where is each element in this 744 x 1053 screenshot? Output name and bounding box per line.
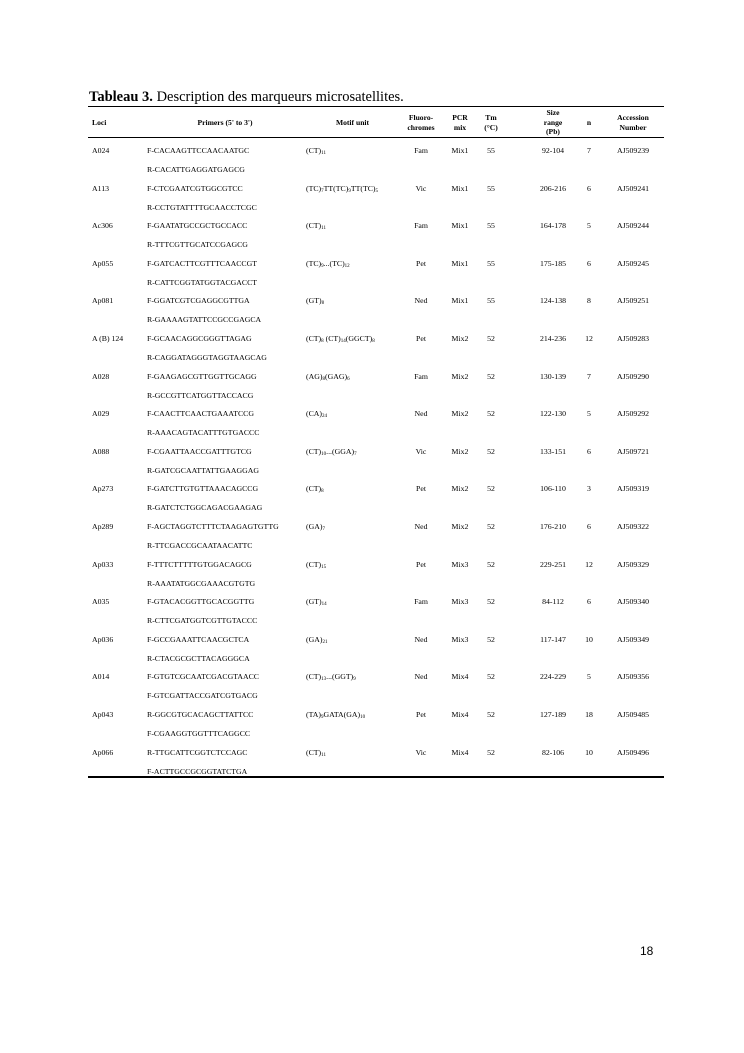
cell-pcr-mix: Mix2 <box>451 334 469 343</box>
cell-pcr-mix: Mix1 <box>451 221 469 231</box>
cell-tm: 55 <box>487 221 495 231</box>
cell-pcr-mix: Mix2 <box>451 484 469 494</box>
cell-accession: AJ509322 <box>616 522 650 531</box>
cell-locus: Ac306 <box>92 221 113 231</box>
cell-fluoro: Fam <box>414 597 428 607</box>
header-size-line1: Size <box>546 108 560 118</box>
cell-fluoro: Pet <box>416 484 426 494</box>
cell-tm: 52 <box>487 747 495 757</box>
cell-motif: $(CT)_{10}...(GGA)_7$ <box>306 446 357 457</box>
cell-fluoro: Ned <box>414 296 428 306</box>
cell-fluoro: Vic <box>415 446 427 456</box>
cell-locus: Ap273 <box>92 484 114 494</box>
cell-primer-2: R-AAACAGTACATTTGTGACCC <box>147 428 260 438</box>
table-row <box>88 555 664 593</box>
cell-tm: 52 <box>487 559 495 569</box>
header-pcr-line2: mix <box>453 122 467 132</box>
cell-tm: 52 <box>487 446 495 456</box>
cell-size-range: 206-216 <box>540 183 566 193</box>
cell-locus: A (B) 124 <box>92 334 124 343</box>
cell-tm: 52 <box>487 371 495 381</box>
cell-accession: AJ509241 <box>616 183 650 193</box>
cell-locus: Ap033 <box>92 559 114 569</box>
cell-pcr-mix: Mix4 <box>451 672 469 682</box>
header-pcr-line1: PCR <box>452 113 468 122</box>
table-row <box>88 479 664 517</box>
cell-primer-2: R-TTCGACCGCAATAACATTC <box>147 541 253 550</box>
cell-motif: $(GT)_{14}$ <box>306 597 327 608</box>
cell-pcr-mix: Mix1 <box>451 146 469 155</box>
cell-n: 8 <box>587 296 591 306</box>
cell-primer-1: R-GGCGTGCACAGCTTATTCC <box>147 710 254 719</box>
cell-accession: AJ509292 <box>616 409 650 419</box>
cell-primer-1: R-TTGCATTCGGTCTCCAGC <box>147 747 248 757</box>
cell-accession: AJ509721 <box>616 446 650 456</box>
cell-size-range: 92-104 <box>541 146 565 155</box>
table-row <box>88 141 664 179</box>
cell-primer-2: F-CGAAGGTGGTTTCAGGCC <box>147 729 251 738</box>
cell-primer-2: R-GATCTCTGGCAGACGAAGAG <box>147 503 263 513</box>
caption-label: Tableau 3. <box>89 89 153 105</box>
cell-accession: AJ509340 <box>616 597 650 607</box>
cell-locus: A035 <box>92 597 110 607</box>
cell-tm: 55 <box>487 183 495 193</box>
cell-primer-2: R-CAGGATAGGGTAGGTAAGCAG <box>147 353 267 362</box>
cell-n: 6 <box>587 183 591 193</box>
cell-locus: A014 <box>92 672 110 682</box>
cell-pcr-mix: Mix2 <box>451 522 469 531</box>
cell-tm: 55 <box>487 146 495 155</box>
cell-size-range: 122-130 <box>540 409 566 419</box>
cell-tm: 52 <box>487 710 495 719</box>
cell-fluoro: Ned <box>414 522 428 531</box>
cell-size-range: 124-138 <box>540 296 566 306</box>
cell-locus: A088 <box>92 446 110 456</box>
table-row <box>88 442 664 480</box>
cell-size-range: 130-139 <box>540 371 566 381</box>
table-row <box>88 329 664 367</box>
cell-primer-1: F-CTCGAATCGTGGCGTCC <box>147 183 243 193</box>
table-row <box>88 667 664 705</box>
cell-accession: AJ509349 <box>616 634 650 644</box>
cell-motif: $(TC)_7TT(TC)_9TT(TC)_5$ <box>306 183 379 194</box>
cell-pcr-mix: Mix3 <box>451 597 469 607</box>
header-loci-text: Loci <box>92 117 107 127</box>
cell-motif: $(CT)_{11}$ <box>306 747 326 758</box>
header-fluoro-line1: Fluoro- <box>408 113 434 122</box>
cell-fluoro: Pet <box>416 559 426 569</box>
header-primers-text: Primers (5' to 3') <box>197 117 253 127</box>
cell-primer-1: F-CACAAGTTCCAACAATGC <box>147 146 250 155</box>
cell-accession: AJ509356 <box>616 672 650 682</box>
cell-fluoro: Pet <box>416 710 426 719</box>
cell-fluoro: Fam <box>414 371 428 381</box>
cell-primer-2: F-GTCGATTACCGATCGTGACG <box>147 691 258 701</box>
cell-size-range: 117-147 <box>540 634 566 644</box>
table-bottom-rule <box>88 776 664 778</box>
cell-primer-1: F-GAATATGCCGCTGCCACC <box>147 221 248 231</box>
cell-pcr-mix: Mix3 <box>451 634 469 644</box>
cell-primer-1: F-GAAGAGCGTTGGTTGCAGG <box>147 371 257 381</box>
cell-tm: 55 <box>487 296 495 306</box>
cell-motif: $(CT)_{13}...(GGT)_9$ <box>306 672 356 683</box>
cell-primer-1: F-CGAATTAACCGATTTGTCG <box>147 446 252 456</box>
cell-accession: AJ509290 <box>616 371 650 381</box>
cell-pcr-mix: Mix4 <box>451 747 469 757</box>
cell-locus: Ap066 <box>92 747 114 757</box>
cell-accession: AJ509496 <box>616 747 650 757</box>
cell-fluoro: Vic <box>415 183 427 193</box>
table-row <box>88 291 664 329</box>
cell-accession: AJ509283 <box>616 334 650 343</box>
cell-primer-2: R-GATCGCAATTATTGAAGGAG <box>147 465 259 475</box>
cell-primer-2: R-CACATTGAGGATGAGCG <box>147 165 245 174</box>
cell-tm: 52 <box>487 634 495 644</box>
page-number: 18 <box>640 944 654 958</box>
cell-n: 5 <box>587 221 591 231</box>
cell-primer-1: F-GCCGAAATTCAACGCTCA <box>147 634 250 644</box>
cell-locus: Ap043 <box>92 710 114 719</box>
cell-primer-1: F-CAACTTCAACTGAAATCCG <box>147 409 254 419</box>
cell-tm: 52 <box>487 522 495 531</box>
table-caption <box>89 89 404 106</box>
cell-primer-1: F-GATCTTGTGTTAAACAGCCG <box>147 484 259 494</box>
cell-size-range: 214-236 <box>540 334 566 343</box>
cell-accession: AJ509244 <box>616 221 650 231</box>
cell-n: 6 <box>587 597 591 607</box>
cell-motif: $(GT)_8$ <box>306 296 325 307</box>
cell-size-range: 106-110 <box>540 484 566 494</box>
cell-locus: Ap081 <box>92 296 114 306</box>
header-accession <box>605 108 661 137</box>
cell-accession: AJ509319 <box>616 484 650 494</box>
table-row <box>88 404 664 442</box>
cell-accession: AJ509485 <box>616 710 650 719</box>
header-tm <box>476 108 506 137</box>
cell-locus: Ap289 <box>92 522 114 531</box>
cell-n: 12 <box>585 559 593 569</box>
cell-tm: 55 <box>487 258 495 268</box>
cell-n: 10 <box>585 747 593 757</box>
cell-size-range: 84-112 <box>542 597 564 607</box>
cell-primer-1: F-GGATCGTCGAGGCGTTGA <box>147 296 250 306</box>
cell-primer-2: R-CTTCGATGGTCGTTGTACCC <box>147 616 258 626</box>
cell-size-range: 229-251 <box>540 559 566 569</box>
header-loci <box>92 108 142 137</box>
cell-tm: 52 <box>487 409 495 419</box>
table-row <box>88 630 664 668</box>
table-header-rule <box>88 137 664 138</box>
cell-n: 10 <box>585 634 593 644</box>
cell-n: 18 <box>585 710 593 719</box>
header-tm-line1: Tm <box>485 113 497 122</box>
cell-motif: $(GA)_{21}$ <box>306 634 328 645</box>
cell-primer-2: R-TTTCGTTGCATCCGAGCG <box>147 240 248 250</box>
table-row <box>88 179 664 217</box>
cell-tm: 52 <box>487 484 495 494</box>
cell-accession: AJ509251 <box>616 296 650 306</box>
cell-pcr-mix: Mix1 <box>451 183 469 193</box>
cell-locus: Ap055 <box>92 258 114 268</box>
cell-motif: $(TA)_9GATA(GA)_{10}$ <box>306 710 366 720</box>
header-accession-line2: Number <box>619 122 647 132</box>
header-accession-line1: Accession <box>617 113 649 122</box>
cell-primer-2: R-CCTGTATTTTGCAACCTCGC <box>147 202 257 212</box>
cell-locus: A113 <box>92 183 110 193</box>
cell-size-range: 82-106 <box>541 747 565 757</box>
cell-motif: $(TC)_9...(TC)_{12}$ <box>306 258 350 269</box>
cell-size-range: 133-151 <box>540 446 566 456</box>
cell-primer-2: R-GCCGTTCATGGTTACCACG <box>147 390 254 400</box>
cell-n: 6 <box>587 446 591 456</box>
cell-tm: 52 <box>487 334 495 343</box>
cell-tm: 52 <box>487 597 495 607</box>
cell-fluoro: Ned <box>414 409 428 419</box>
cell-primer-1: F-GCAACAGGCGGGTTAGAG <box>147 334 252 343</box>
cell-motif: $(CT)_8$ <box>306 484 324 495</box>
cell-n: 5 <box>587 409 591 419</box>
cell-motif: $(CT)_{15}$ <box>306 559 327 570</box>
cell-motif: $(AG)_8(GAG)_6$ <box>306 371 350 382</box>
cell-accession: AJ509239 <box>616 146 650 155</box>
cell-n: 5 <box>587 672 591 682</box>
cell-primer-1: F-AGCTAGGTCTTTCTAAGAGTGTTG <box>147 522 279 531</box>
cell-locus: A024 <box>92 146 110 155</box>
header-motif-text: Motif unit <box>335 117 370 127</box>
cell-size-range: 127-189 <box>540 710 566 719</box>
cell-size-range: 164-178 <box>540 221 566 231</box>
cell-n: 7 <box>587 146 591 155</box>
table-row <box>88 216 664 254</box>
cell-pcr-mix: Mix2 <box>451 371 469 381</box>
cell-size-range: 175-185 <box>540 258 566 268</box>
header-tm-line2: (°C) <box>484 122 498 132</box>
caption-text: Description des marqueurs microsatellites. <box>156 89 404 105</box>
cell-primer-1: F-GTGTCGCAATCGACGTAACC <box>147 672 260 682</box>
header-motif <box>305 108 400 137</box>
cell-motif: $(CT)_{11}$ <box>306 146 326 156</box>
cell-pcr-mix: Mix2 <box>451 446 469 456</box>
header-pcr-mix <box>445 108 475 137</box>
cell-primer-2: R-GAAAAGTATTCCGCCGAGCA <box>147 315 262 325</box>
cell-motif: $(CT)_{11}$ <box>306 221 326 232</box>
header-n <box>580 108 598 137</box>
cell-motif: $(CA)_{24}$ <box>306 409 328 420</box>
cell-locus: A029 <box>92 409 110 419</box>
cell-size-range: 176-210 <box>540 522 566 531</box>
header-n-text: n <box>586 117 592 127</box>
cell-accession: AJ509329 <box>616 559 650 569</box>
cell-tm: 52 <box>487 672 495 682</box>
cell-fluoro: Ned <box>414 672 428 682</box>
table-row <box>88 367 664 405</box>
cell-n: 7 <box>587 371 591 381</box>
cell-primer-2: R-CTACGCGCTTACAGGGCA <box>147 653 250 663</box>
cell-motif: $(CT)_8$ $(CT)_{14}(GGCT)_8$ <box>306 334 375 344</box>
header-fluoro-line2: chromes <box>407 122 435 132</box>
cell-accession: AJ509245 <box>616 258 650 268</box>
header-size-line2: range <box>543 117 563 127</box>
cell-fluoro: Pet <box>416 334 426 343</box>
cell-fluoro: Vic <box>415 747 427 757</box>
cell-locus: A028 <box>92 371 110 381</box>
cell-fluoro: Fam <box>414 221 428 231</box>
cell-fluoro: Pet <box>416 258 426 268</box>
cell-primer-1: F-GATCACTTCGTTTCAACCGT <box>147 258 258 268</box>
cell-primer-1: F-GTACACGGTTGCACGGTTG <box>147 597 255 607</box>
cell-size-range: 224-229 <box>540 672 566 682</box>
header-primers <box>150 108 300 137</box>
cell-n: 3 <box>587 484 591 494</box>
header-fluorochromes <box>400 108 442 137</box>
table-row <box>88 517 664 555</box>
table-row <box>88 254 664 292</box>
cell-pcr-mix: Mix4 <box>451 710 469 719</box>
header-size-line3: (Pb) <box>546 127 560 137</box>
cell-n: 12 <box>585 334 593 343</box>
cell-pcr-mix: Mix1 <box>451 296 469 306</box>
cell-n: 6 <box>587 258 591 268</box>
cell-fluoro: Fam <box>414 146 428 155</box>
cell-primer-1: F-TTTCTTTTTGTGGACAGCG <box>147 559 252 569</box>
cell-motif: $(GA)_7$ <box>306 522 325 532</box>
table-row <box>88 592 664 630</box>
table-row <box>88 705 664 743</box>
cell-pcr-mix: Mix3 <box>451 559 469 569</box>
cell-primer-2: R-AAATATGGCGAAACGTGTG <box>147 578 256 588</box>
cell-n: 6 <box>587 522 591 531</box>
cell-pcr-mix: Mix1 <box>451 258 469 268</box>
header-size-range <box>530 108 576 137</box>
cell-primer-2: R-CATTCGGTATGGTACGACCT <box>147 277 258 287</box>
cell-pcr-mix: Mix2 <box>451 409 469 419</box>
cell-primer-2: F-ACTTGCCGCGGTATCTGA <box>147 766 248 776</box>
cell-fluoro: Ned <box>414 634 428 644</box>
table-top-rule <box>88 106 664 107</box>
cell-locus: Ap036 <box>92 634 114 644</box>
table-row <box>88 743 664 781</box>
